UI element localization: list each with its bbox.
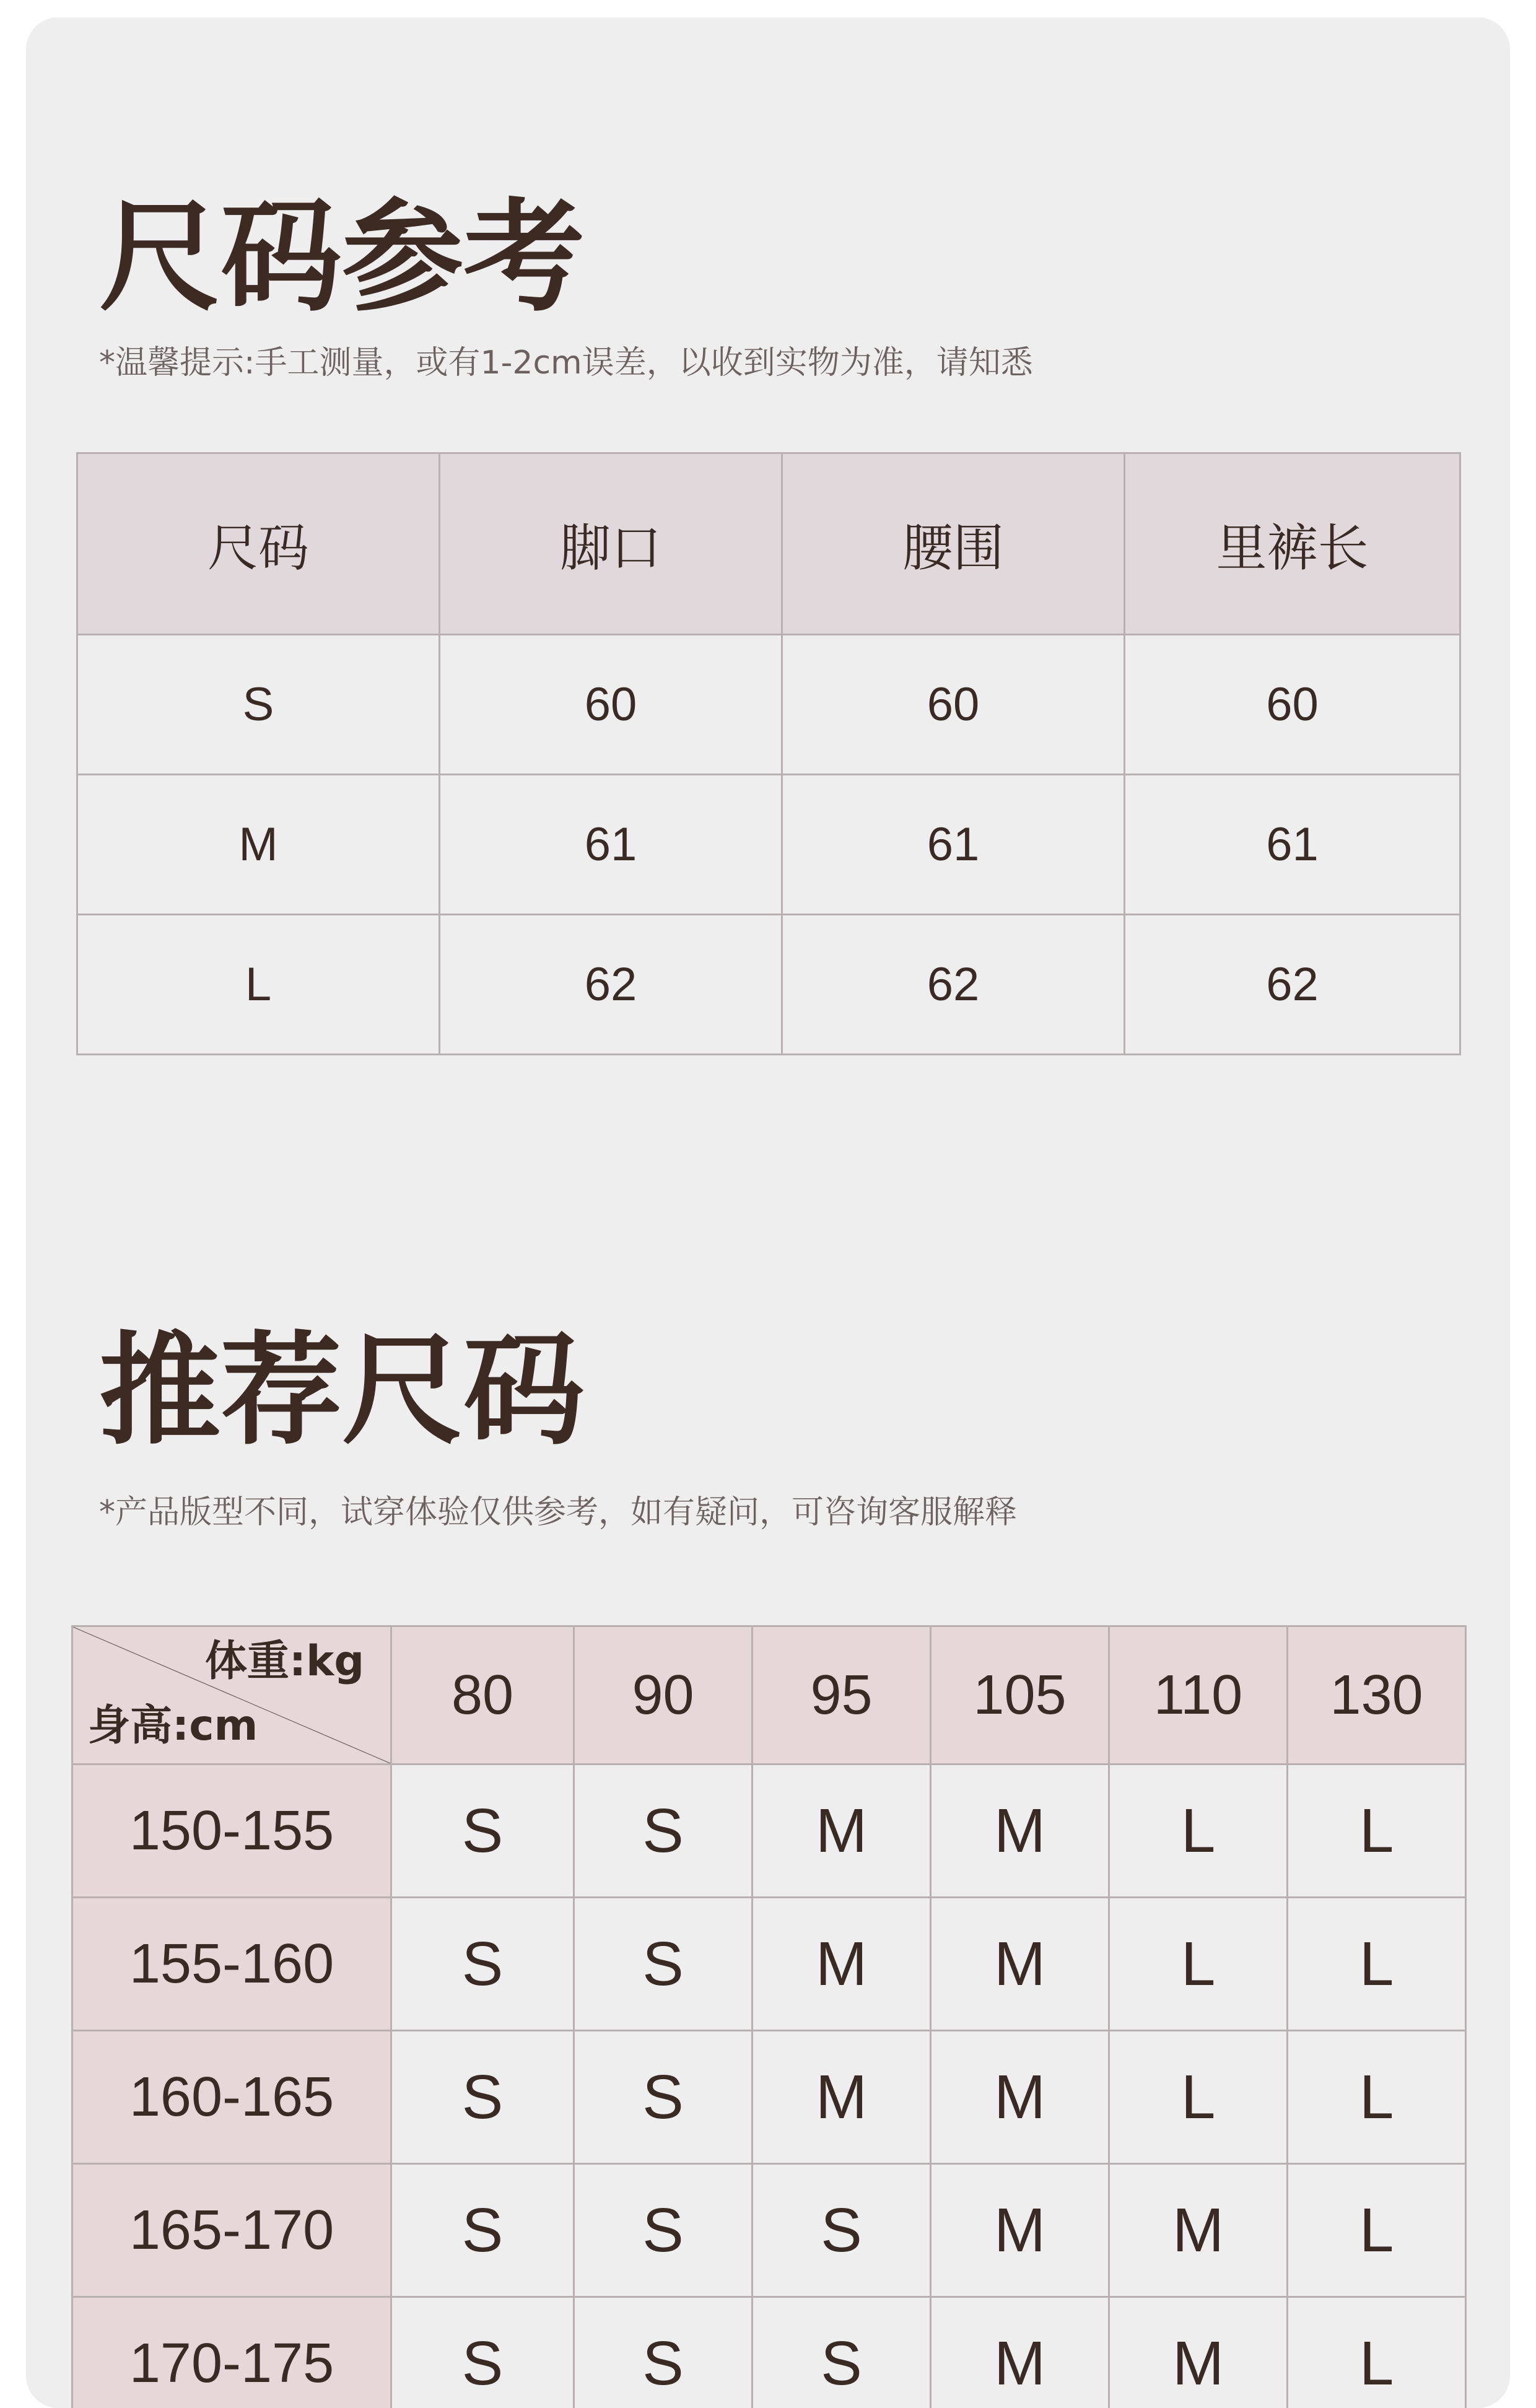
height-axis-label: 身高:cm (88, 1705, 258, 1747)
size-cell: M (931, 1898, 1109, 2031)
header-size: 尺码 (77, 453, 440, 635)
size-cell: S (391, 2164, 574, 2297)
header-inner-length: 里裤长 (1125, 453, 1460, 635)
table-row (77, 775, 1460, 915)
size-cell: M (931, 2031, 1109, 2164)
table-row (72, 2297, 1466, 2408)
table-cell: 61 (440, 775, 782, 915)
table-row (72, 2164, 1466, 2297)
weight-header-cell: 90 (574, 1626, 753, 1765)
weight-header-cell: 80 (391, 1626, 574, 1765)
size-cell: M (753, 2031, 931, 2164)
recommended-size-table (71, 1625, 1467, 2408)
table-row (77, 635, 1460, 775)
table-cell: M (77, 775, 440, 915)
size-cell: L (1109, 1898, 1288, 2031)
height-cell: 165-170 (72, 2164, 391, 2297)
size-cell: S (391, 1898, 574, 2031)
table-cell: 61 (1125, 775, 1460, 915)
size-cell: S (574, 2297, 753, 2408)
size-cell: S (574, 2164, 753, 2297)
size-cell: M (1109, 2297, 1288, 2408)
table-cell: 62 (440, 915, 782, 1055)
height-cell: 155-160 (72, 1898, 391, 2031)
size-cell: S (753, 2297, 931, 2408)
weight-header-cell: 130 (1288, 1626, 1466, 1765)
corner-header-cell (72, 1626, 391, 1765)
table-cell: 60 (782, 635, 1125, 775)
recommended-size-note: *产品版型不同，试穿体验仅供参考，如有疑问，可咨询客服解释 (99, 1496, 1017, 1529)
weight-header-cell: 110 (1109, 1626, 1288, 1765)
size-cell: M (931, 1765, 1109, 1898)
height-cell: 170-175 (72, 2297, 391, 2408)
size-cell: L (1288, 2031, 1466, 2164)
size-cell: M (753, 1898, 931, 2031)
size-cell: M (931, 2164, 1109, 2297)
size-cell: L (1109, 2031, 1288, 2164)
weight-axis-label: 体重:kg (205, 1641, 364, 1683)
size-reference-note: *温馨提示:手工测量，或有1-2cm误差，以收到实物为准，请知悉 (99, 347, 1033, 379)
table-header-row (72, 1626, 1466, 1765)
table-cell: 62 (782, 915, 1125, 1055)
size-cell: M (753, 1765, 931, 1898)
size-cell: S (391, 1765, 574, 1898)
size-reference-title: 尺码参考 (99, 197, 585, 318)
table-cell: 60 (1125, 635, 1460, 775)
size-cell: L (1288, 2164, 1466, 2297)
table-cell: 60 (440, 635, 782, 775)
size-cell: S (391, 2297, 574, 2408)
header-waist: 腰围 (782, 453, 1125, 635)
height-cell: 160-165 (72, 2031, 391, 2164)
size-cell: L (1288, 2297, 1466, 2408)
size-cell: S (391, 2031, 574, 2164)
size-cell: S (574, 2031, 753, 2164)
table-header-row (77, 453, 1460, 635)
size-cell: S (753, 2164, 931, 2297)
table-row (72, 2031, 1466, 2164)
recommended-size-title: 推荐尺码 (99, 1330, 585, 1452)
height-cell: 150-155 (72, 1765, 391, 1898)
size-cell: L (1109, 1765, 1288, 1898)
size-cell: L (1288, 1765, 1466, 1898)
size-cell: M (1109, 2164, 1288, 2297)
table-row (72, 1765, 1466, 1898)
size-cell: S (574, 1898, 753, 2031)
size-cell: L (1288, 1898, 1466, 2031)
table-row (72, 1898, 1466, 2031)
table-cell: S (77, 635, 440, 775)
size-reference-table (76, 452, 1461, 1055)
size-cell: M (931, 2297, 1109, 2408)
table-cell: 61 (782, 775, 1125, 915)
weight-header-cell: 105 (931, 1626, 1109, 1765)
size-cell: S (574, 1765, 753, 1898)
table-row (77, 915, 1460, 1055)
table-cell: L (77, 915, 440, 1055)
header-hem: 脚口 (440, 453, 782, 635)
size-chart-card (26, 17, 1510, 2408)
table-cell: 62 (1125, 915, 1460, 1055)
weight-header-cell: 95 (753, 1626, 931, 1765)
